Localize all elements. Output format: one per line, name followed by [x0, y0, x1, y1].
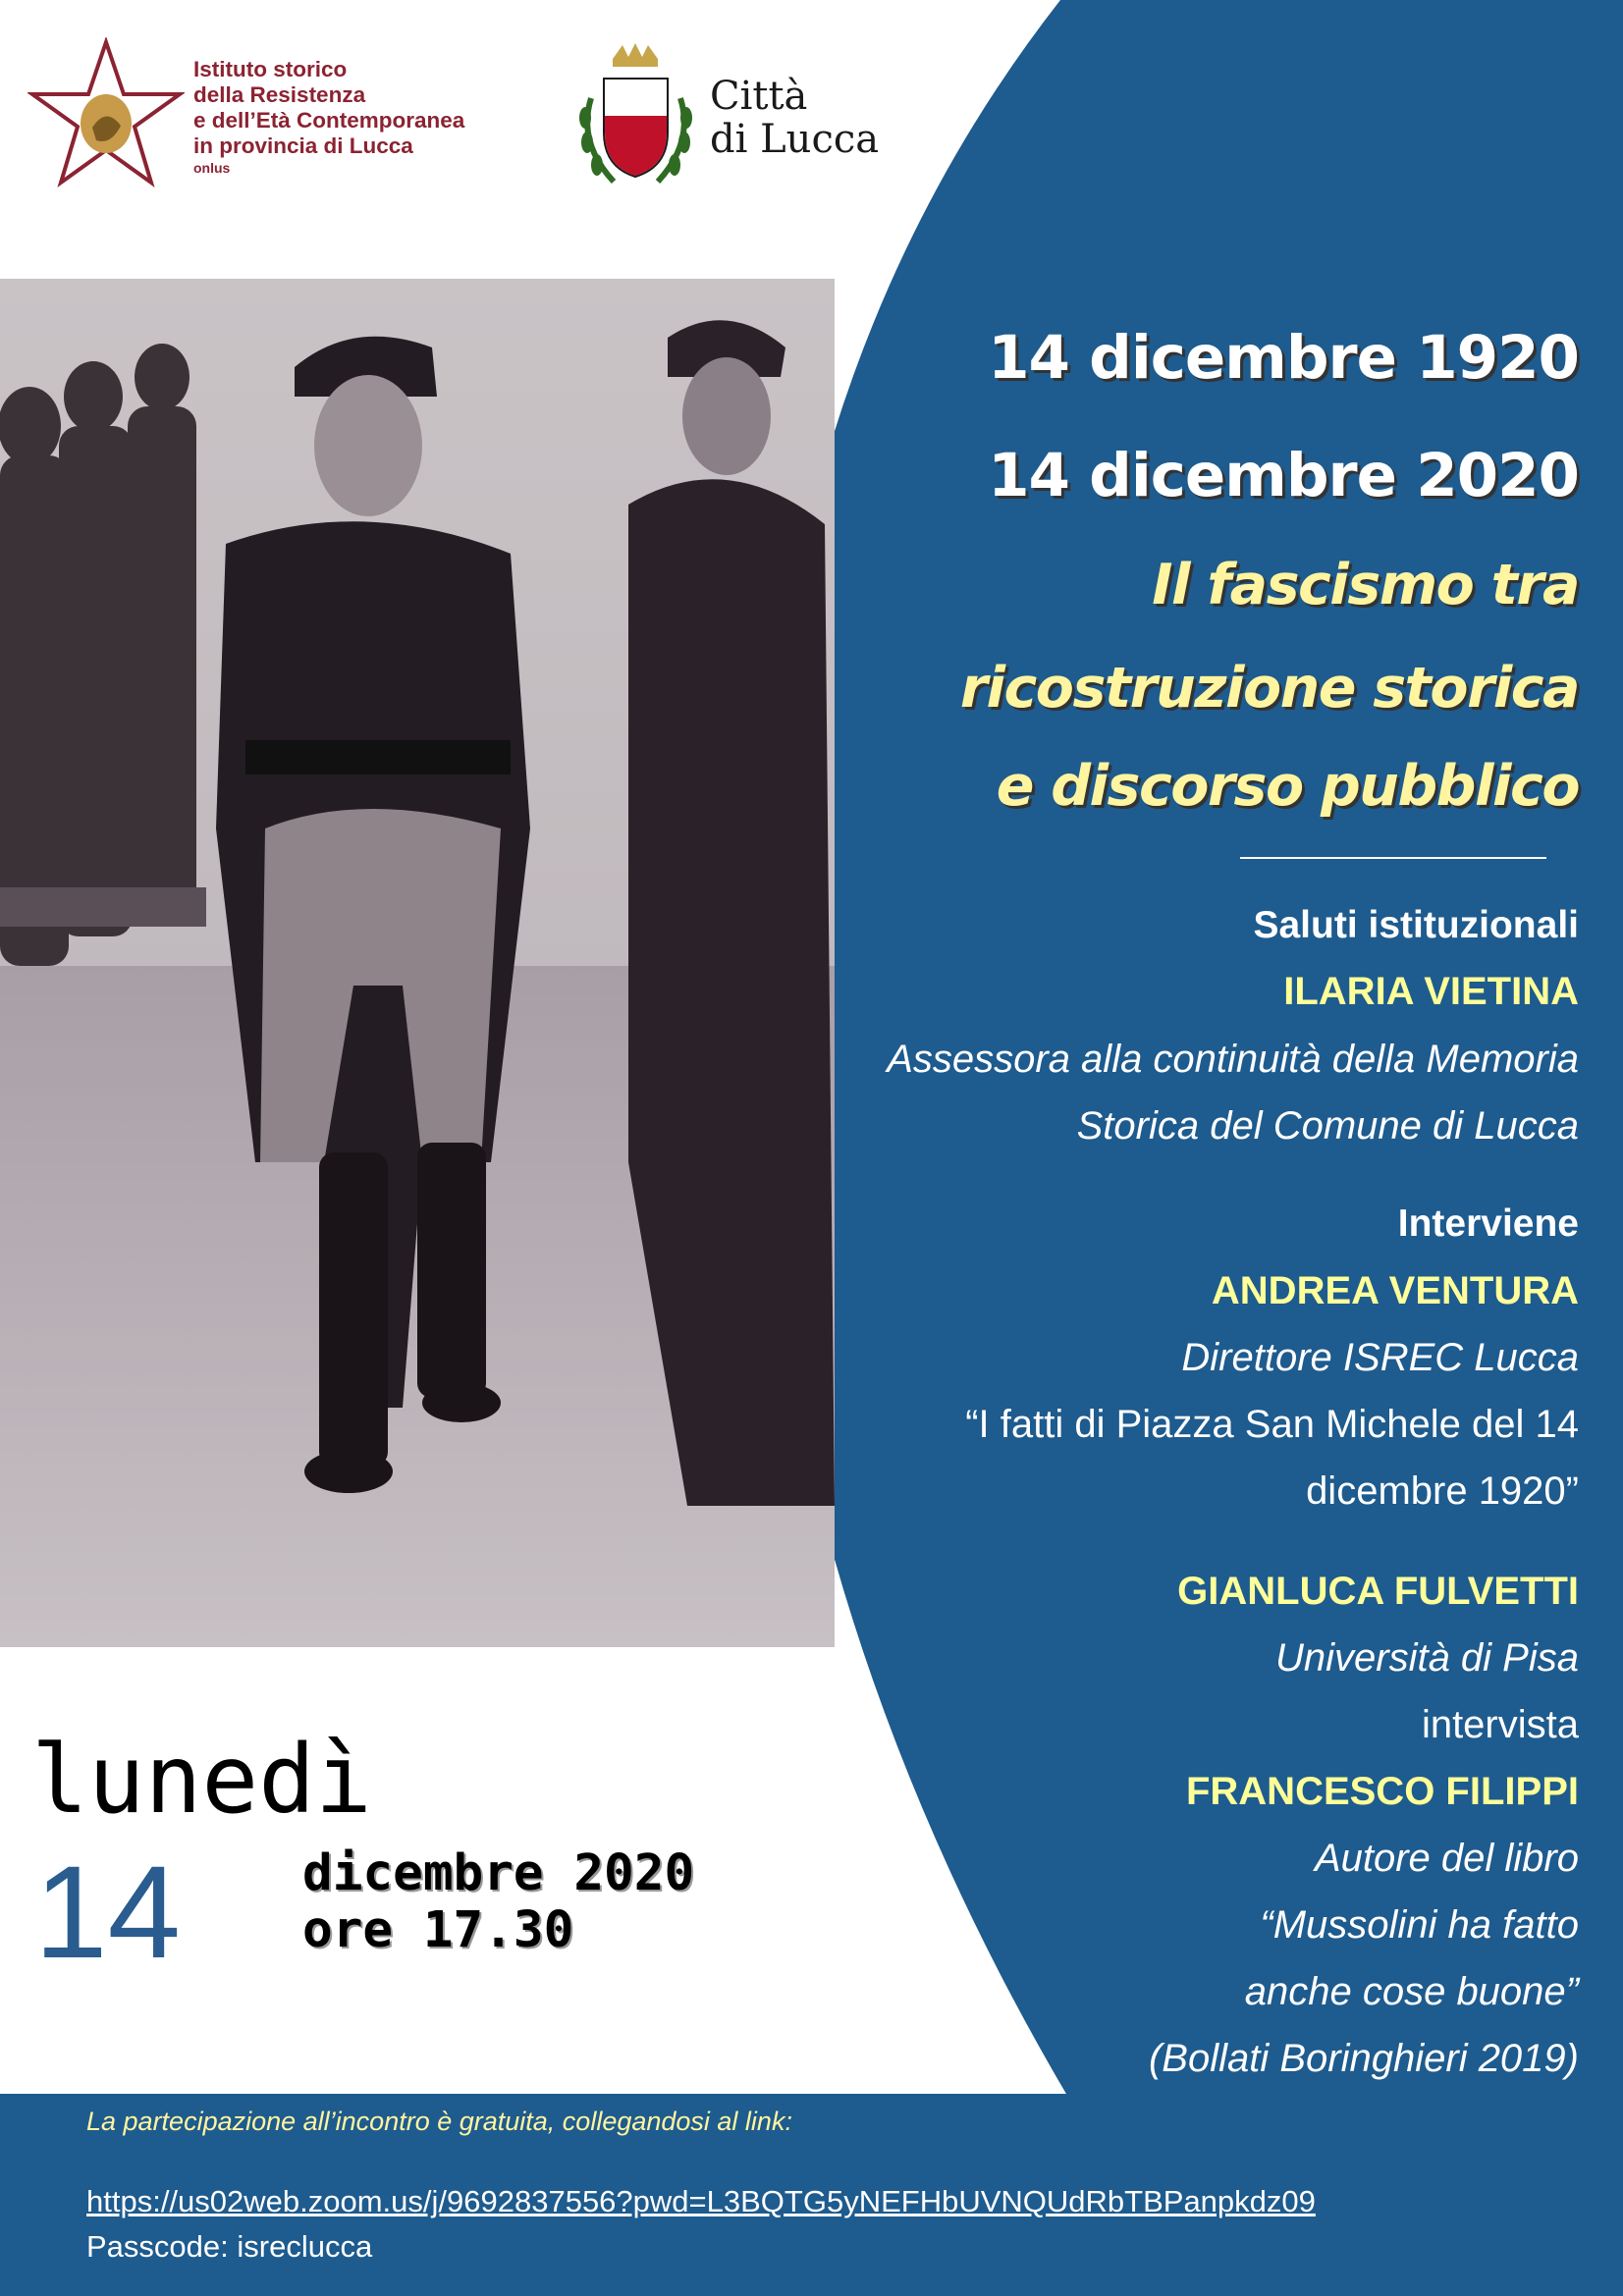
speaker2-role: Università di Pisa [1274, 1636, 1579, 1680]
isrec-onlus: onlus [193, 160, 231, 176]
book-title-1: “Mussolini ha fatto [1260, 1903, 1579, 1947]
star-logo-icon [27, 37, 185, 194]
isrec-logo [27, 37, 489, 194]
speaker1-role: Direttore ISREC Lucca [1181, 1336, 1579, 1379]
isrec-line2: della Resistenza [193, 82, 366, 107]
city-line1: Città [710, 74, 808, 119]
speaker3-name: FRANCESCO FILIPPI [1185, 1770, 1579, 1813]
isrec-line1: Istituto storico [193, 57, 348, 81]
city-name [710, 75, 879, 161]
weekday: lunedì [31, 1725, 372, 1835]
speaker3-role: Autore del libro [1314, 1837, 1579, 1880]
date-2020: 14 dicembre 2020 [988, 441, 1579, 510]
greetings-label: Saluti istituzionali [1253, 904, 1579, 946]
book-title-2: anche cose buone” [1244, 1970, 1579, 2013]
month-time [302, 1845, 694, 1959]
city-line2: di Lucca [710, 117, 880, 162]
speaker1-talk-1: “I fatti di Piazza San Michele del 14 [965, 1403, 1579, 1446]
separator-line [1240, 857, 1546, 859]
zoom-link[interactable]: https://us02web.zoom.us/j/9692837556?pwd=L3BQTG5yNEFHbUVNQUdRbTBPanpkdz09 [86, 2184, 1316, 2218]
city-crest-icon [569, 39, 702, 196]
title-line1: Il fascismo tra [1152, 553, 1579, 617]
speaker2-name: GIANLUCA FULVETTI [1177, 1570, 1579, 1613]
day-number: 14 [34, 1840, 182, 1986]
interview-word: intervista [1421, 1703, 1579, 1746]
greetings-role-1: Assessora alla continuità della Memoria [887, 1038, 1579, 1081]
speaks-label: Interviene [1397, 1202, 1579, 1245]
greetings-role-2: Storica del Comune di Lucca [1076, 1104, 1579, 1148]
passcode: Passcode: isreclucca [86, 2229, 373, 2264]
greetings-name: ILARIA VIETINA [1283, 970, 1579, 1013]
isrec-name [193, 57, 464, 177]
speaker1-name: ANDREA VENTURA [1211, 1269, 1579, 1312]
speaker1-talk-2: dicembre 1920” [1306, 1469, 1579, 1513]
title-line3: e discorso pubblico [996, 754, 1579, 819]
participation-note: La partecipazione all’incontro è gratuita, collegandosi al link: [86, 2107, 792, 2136]
isrec-line4: in provincia di Lucca [193, 133, 413, 158]
isrec-line3: e dell’Età Contemporanea [193, 108, 465, 133]
month-year: dicembre 2020 [302, 1844, 695, 1902]
historic-photo [0, 279, 835, 1647]
event-time: ore 17.30 [302, 1901, 574, 1959]
date-1920: 14 dicembre 1920 [988, 323, 1579, 393]
publisher: (Bollati Boringhieri 2019) [1148, 2037, 1579, 2080]
city-logo [569, 39, 893, 196]
title-line2: ricostruzione storica [959, 656, 1579, 721]
